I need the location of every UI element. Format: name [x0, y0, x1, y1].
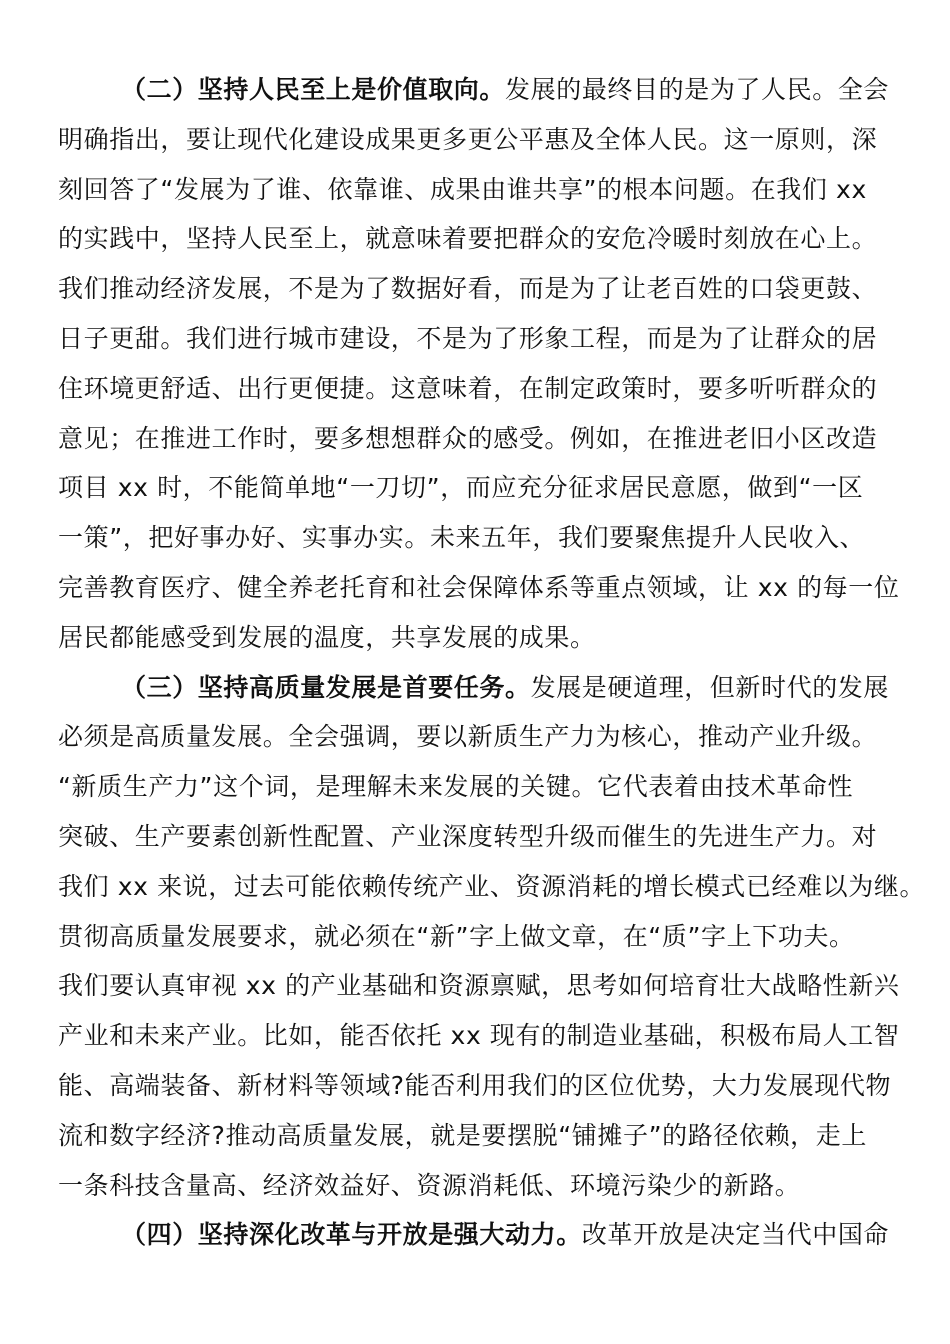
- section-heading: （三）坚持高质量发展是首要任务。: [121, 672, 531, 702]
- paragraph-text: 发展的最终目的是为了人民。全会: [505, 75, 890, 104]
- paragraph-line: 我们要认真审视 xx 的产业基础和资源禀赋，思考如何培育壮大战略性新兴: [58, 971, 900, 1001]
- section-heading: （二）坚持人民至上是价值取向。: [121, 75, 506, 104]
- paragraph-line: 明确指出，要让现代化建设成果更多更公平惠及全体人民。这一原则，深: [58, 124, 878, 154]
- document-page: [58, 65, 926, 1260]
- paragraph-text: 发展是硬道理，但新时代的发展: [530, 672, 890, 702]
- paragraph-line: [58, 1210, 888, 1260]
- paragraph-line: 突破、生产要素创新性配置、产业深度转型升级而催生的先进生产力。对: [58, 821, 878, 851]
- paragraph-line: 日子更甜。我们进行城市建设，不是为了形象工程，而是为了让群众的居: [58, 323, 878, 353]
- paragraph-text: 改革开放是决定当代中国命: [581, 1220, 890, 1250]
- section-heading: （四）坚持深化改革与开放是强大动力。: [121, 1220, 582, 1250]
- paragraph-line: 产业和未来产业。比如，能否依托 xx 现有的制造业基础，积极布局人工智: [58, 1021, 900, 1051]
- paragraph-line: 的实践中，坚持人民至上，就意味着要把群众的安危冷暖时刻放在心上。: [58, 224, 878, 254]
- paragraph-line: 完善教育医疗、健全养老托育和社会保障体系等重点领域，让 xx 的每一位: [58, 572, 900, 602]
- paragraph-line: [58, 663, 888, 713]
- paragraph-line: “新质生产力”这个词，是理解未来发展的关键。它代表着由技术革命性: [58, 772, 854, 802]
- paragraph-line: 项目 xx 时，不能简单地“一刀切”，而应充分征求居民意愿，做到“一区: [58, 473, 864, 503]
- paragraph-line: 一条科技含量高、经济效益好、资源消耗低、环境污染少的新路。: [58, 1170, 801, 1200]
- paragraph-line: 意见；在推进工作时，要多想想群众的感受。例如，在推进老旧小区改造: [58, 423, 878, 453]
- paragraph-line: 必须是高质量发展。全会强调，要以新质生产力为核心，推动产业升级。: [58, 722, 878, 752]
- paragraph-line: 能、高端装备、新材料等领域?能否利用我们的区位优势，大力发展现代物: [58, 1070, 892, 1100]
- paragraph-line: 我们推动经济发展，不是为了数据好看，而是为了让老百姓的口袋更鼓、: [58, 274, 878, 304]
- paragraph-line: 我们 xx 来说，过去可能依赖传统产业、资源消耗的增长模式已经难以为继。: [58, 871, 926, 901]
- paragraph-line: 居民都能感受到发展的温度，共享发展的成果。: [58, 622, 596, 652]
- paragraph-line: 刻回答了“发展为了谁、依靠谁、成果由谁共享”的根本问题。在我们 xx: [58, 174, 867, 204]
- paragraph-line: [58, 65, 888, 115]
- paragraph-line: 流和数字经济?推动高质量发展，就是要摆脱“铺摊子”的路径依赖，走上: [58, 1120, 867, 1150]
- paragraph-line: 贯彻高质量发展要求，就必须在“新”字上做文章，在“质”字上下功夫。: [58, 921, 855, 951]
- paragraph-line: 住环境更舒适、出行更便捷。这意味着，在制定政策时，要多听听群众的: [58, 373, 878, 403]
- paragraph-line: 一策”，把好事办好、实事办实。未来五年，我们要聚焦提升人民收入、: [58, 523, 866, 553]
